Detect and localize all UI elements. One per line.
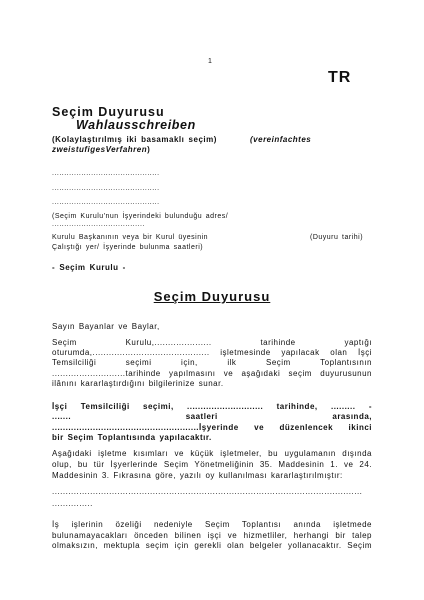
blank-fill-line: .................................................................................................................. (52, 487, 363, 496)
address-blank-line: ............................................ (52, 199, 160, 206)
intro-line: ...........................tarihinde yapılmasını ve aşağıdaki seçim duyurusunun (52, 368, 372, 378)
postal-vote-paragraph (52, 520, 372, 552)
election-line: ......................................................İşyerinde ve düzenlencek ikinci (52, 422, 372, 432)
subtitle-turkish: (Kolaylaştırılmış iki basamaklı seçim) (52, 135, 217, 144)
written-vote-line: olup, bu tür İşyerlerinde Seçim Yönetmeliğinin 35. Maddesinin 1. ve 24. (52, 459, 372, 469)
subtitle-german-close: ) (147, 145, 151, 154)
page-number: 1 (208, 58, 212, 65)
address-blank-line: ............................................ (52, 170, 160, 177)
committee-signature: - Seçim Kurulu - (52, 263, 126, 272)
notice-heading (0, 289, 424, 304)
written-vote-paragraph (52, 449, 372, 481)
intro-paragraph (52, 338, 372, 389)
title-turkish: Seçim Duyurusu (52, 105, 165, 119)
postal-vote-line: bulunamayacakları önceden bilinen işçi ve hizmetliler, herhangi bir talep (52, 530, 372, 540)
intro-line: oturumda,........................................... işletmesinde yapılacak olan İşçi (52, 348, 372, 358)
subtitle-german-start: (vereinfachtes (250, 135, 312, 144)
address-blank-short: ...................................... (52, 221, 145, 228)
working-hours-label: Çalıştığı yer/ İşyerinde bulunma saatleri) (52, 244, 204, 251)
blank-fill-line: ............... (52, 499, 93, 508)
written-vote-line: Maddesinin 3. Fıkrasına göre, yazılı oy kullanılması kararlaştırılmıştır: (52, 470, 343, 480)
election-paragraph (52, 402, 372, 444)
election-line: bir Seçim Toplantısında yapılacaktır. (52, 433, 212, 443)
address-blank-line: ............................................ (52, 185, 160, 192)
committee-address-label: (Seçim Kurulu'nun İşyerindeki bulunduğu adres/ (52, 213, 229, 220)
title-german: Wahlausschreiben (76, 118, 196, 132)
election-line: ....... saatleri arasında, (52, 412, 372, 422)
intro-line: Seçim Kurulu,..................... tarihinde yaptığı (52, 338, 372, 347)
announcement-date-label: (Duyuru tarihi) (310, 234, 364, 241)
subtitle-german-text: zweistufigesVerfahren (52, 145, 148, 154)
intro-line: Temsilciliği seçimi için, ilk Seçim Toplantısının (52, 358, 372, 368)
notice-heading-text: Seçim Duyurusu (153, 289, 271, 304)
postal-vote-line: olmaksızın, mektupla seçim için gerekli olan belgeler yollanacaktır. Seçim (52, 541, 372, 551)
intro-line: ilânını kararlaştırdığını bilgilerinize sunar. (52, 378, 224, 388)
salutation: Sayın Bayanlar ve Baylar, (52, 322, 160, 331)
committee-member-label: Kurulu Başkanının veya bir Kurul üyesinin (52, 234, 209, 241)
election-line: İşçi Temsilciliği seçimi, ............................ tarihinde, ......... - (52, 402, 372, 411)
subtitle-german-end (52, 145, 150, 155)
written-vote-line: Aşağıdaki işletme kısımları ve küçük işletmeler, bu uygulamanın dışında (52, 449, 372, 458)
language-code: TR (328, 69, 352, 86)
postal-vote-line: İş işlerinin özeliği nedeniyle Seçim Toplantısı anında işletmede (52, 520, 372, 529)
